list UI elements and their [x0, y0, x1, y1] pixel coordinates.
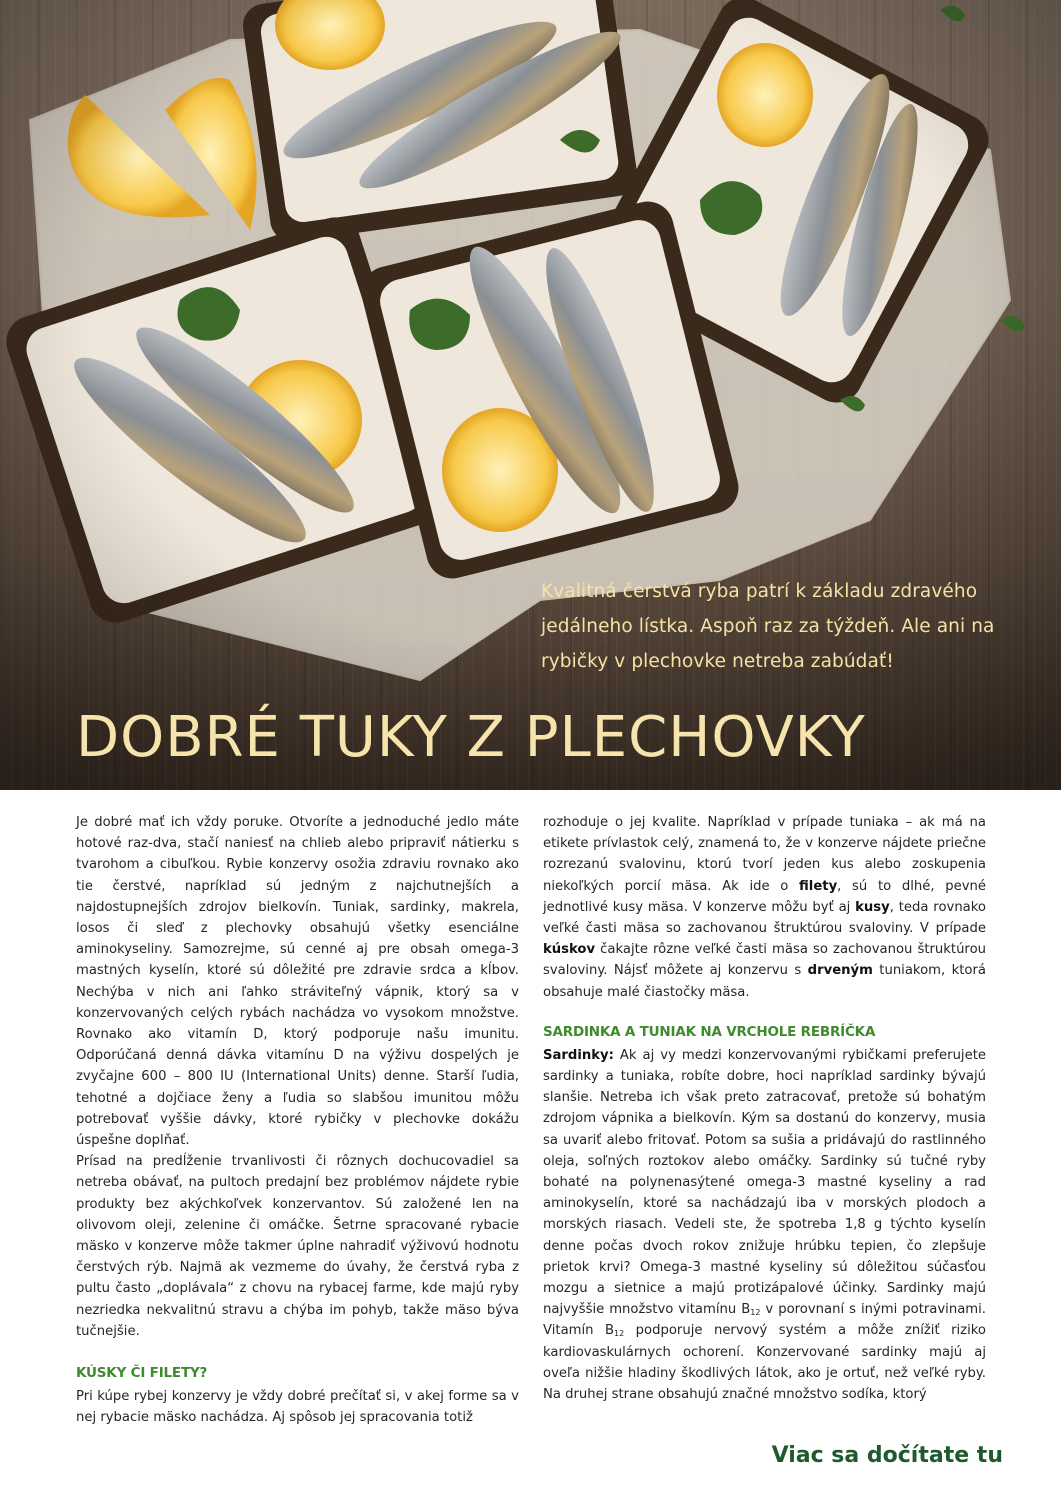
- page-title: DOBRÉ TUKY Z PLECHOVKY: [76, 705, 866, 770]
- paragraph: [543, 812, 986, 1003]
- text-run: v porovnaní s inými potravinami. Vitamín B: [543, 1302, 986, 1339]
- paragraph: Pri kúpe rybej konzervy je vždy dobré prečítať si, v akej forme sa v nej rybacie mäsko nachádza. Aj spôsob jej spracovania totiž: [76, 1389, 519, 1426]
- paragraph: Prísad na predĺženie trvanlivosti či rôznych dochucovadiel sa netreba obávať, na pultoch predajní bez problémov nájdete rybie produkty bez akýchkoľvek konzervantov. Sú založené len na olivovom oleji, zelenine či omáčke. Šetrne spracované rybacie mäsko v konzerve môže takmer úplne nahradiť výživovú hodnotu čerstvých rýb. Najmä ak vezmeme do úvahy, že čerstvá ryba z pultu často „doplávala“ z chovu na rybacej farme, kde majú ryby nezriedka nekvalitnú stravu a chýba im pohyb, takže mäso býva tučnejšie.: [76, 1154, 519, 1339]
- text-run: , teda rovnako veľké časti mäsa so zachovanou štruktúrou svaloviny. V prípade: [543, 899, 986, 937]
- article-column-left: [76, 812, 519, 1428]
- paragraph: Je dobré mať ich vždy poruke. Otvoríte a jednoduché jedlo máte hotové raz-dva, stačí naniesť na chlieb alebo pripraviť nátierku s tvarohom a cibuľkou. Rybie konzervy osožia zdraviu rovnako ako tie čerstvé, napríklad sú jedným z najchutnejších a najdostupnejších zdrojov bielkovín. Tuniak, sardinky, makrela, losos či sleď z plechovky obsahujú všetky esenciálne aminokyseliny. Samozrejme, sú cenné aj pre obsah omega-3 mastných kyselín, ktoré sú dôležité pre zdravie srdca a kĺbov. Nechýba v nich ani ľahko stráviteľný vápnik, ktorý sa v konzervovaných celých rybách nachádza vo vysokom množstve. Rovnako ako vitamín D, ktorý podporuje našu imunitu. Odporúčaná denná dávka vitamínu D na výživu dospelých je zvyčajne 600 – 800 IU (International Units) denne. Starší ľudia, tehotné a dojčiace ženy a ľudia so slabšou imunitou môžu potrebovať vyššie dávky, ktoré rybičky v plechovke dokážu úspešne doplňať.: [76, 815, 519, 1149]
- read-more-link[interactable]: Viac sa dočítate tu: [771, 1443, 1003, 1468]
- subscript: 12: [614, 1329, 625, 1339]
- bold-term: kúskov: [543, 942, 596, 958]
- text-run: podporuje nervový systém a môže znížiť riziko kardiovaskulárnych ochorení. Konzervované sardinky majú aj oveľa nižšie hladiny škodlivých látok, ako je ortuť, než veľké ryby. Na druhej strane obsahujú značné množstvo sodíka, ktorý: [543, 1323, 986, 1403]
- text-run: Ak aj vy medzi konzervovanými rybičkami preferujete sardinky a tuniaka, robíte dobre, hoci napríklad sardinky bývajú slanšie. Netreba ich však preto zatracovať, pretože sú bohatým zdrojom vápnika a bielkovín. Kým sa dostanú do konzervy, musia sa uvariť alebo fritovať. Potom sa sušia a pridávajú do rastlinného oleja, soľných roztokov alebo omáčky. Sardinky sú tučné ryby bohaté na polynenasýtené omega-3 mastné kyseliny a rad aminokyselín, ktoré sa nachádzajú iba v morských plodoch a morských riasach. Vedeli ste, že spotreba 1,8 g týchto kyselín denne počas dvoch rokov znižuje hrúbku tepien, čo zlepšuje prietok krvi? Omega-3 mastné kyseliny sú dôležitou súčasťou mozgu a sietnice a majú protizápalové účinky. Sardinky majú najvyššie množstvo vitamínu B: [543, 1047, 986, 1318]
- subscript: 12: [750, 1308, 761, 1318]
- bold-term: Sardinky:: [543, 1047, 614, 1063]
- paragraph: [543, 1045, 986, 1405]
- bold-term: kusy: [855, 899, 890, 915]
- section-heading: KÚSKY ČI FILETY?: [76, 1365, 208, 1382]
- section-heading: SARDINKA A TUNIAK NA VRCHOLE REBRÍČKA: [543, 1023, 876, 1040]
- article-column-right: [543, 812, 986, 1405]
- text-run: čakajte rôzne veľké časti mäsa so zachovanou štruktúrou svaloviny. Nájsť môžete aj konzervu s: [543, 942, 986, 979]
- bold-term: drveným: [807, 963, 873, 979]
- text-run: rozhoduje o jej kvalite. Napríklad v prípade tuniaka – ak má na etikete prívlastok celý, znamená to, že v konzerve nájdete priečne rozrezanú svalovinu, ktorú tvorí jeden kus alebo zoskupenia niekoľkých porcií mäsa. Ak ide o: [543, 815, 986, 894]
- bold-term: filety: [799, 878, 838, 894]
- text-run: tuniakom, ktorá obsahuje malé čiastočky mäsa.: [543, 963, 986, 1000]
- text-run: , sú to dlhé, pevné jednotlivé kusy mäsa. V konzerve môžu byť aj: [543, 878, 986, 915]
- hero-caption: Kvalitná čerstvá ryba patrí k základu zdravého jedálneho lístka. Aspoň raz za týždeň. Ale ani na rybičky v plechovke netreba zabúdať!: [541, 581, 995, 672]
